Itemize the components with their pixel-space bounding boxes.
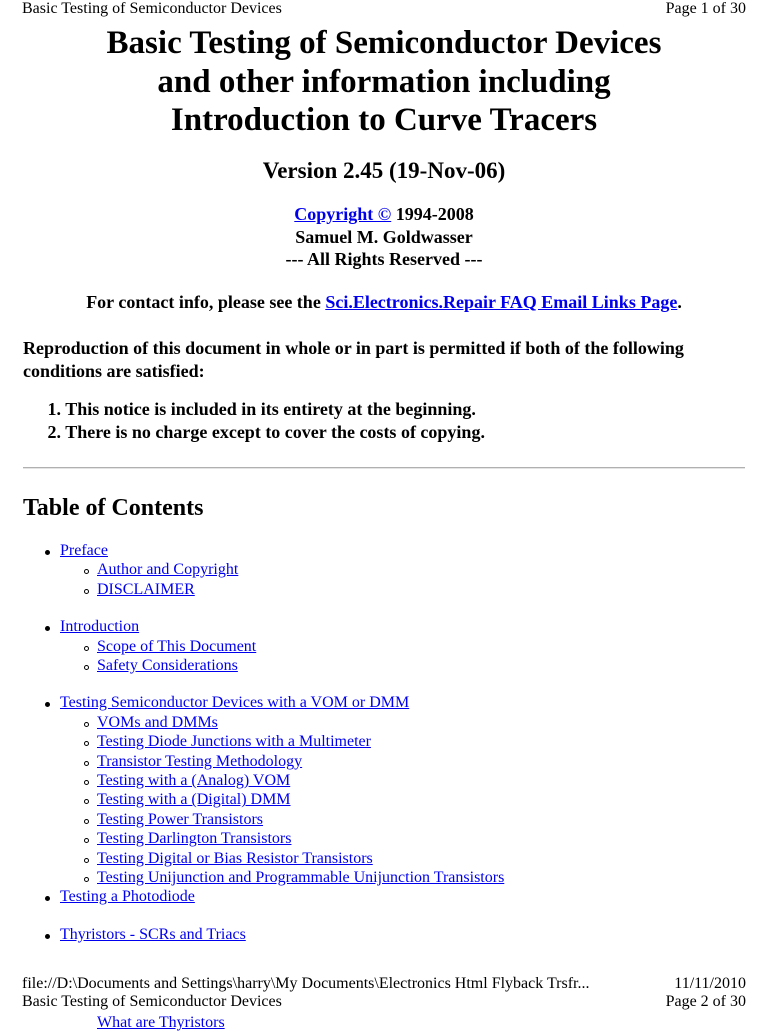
toc-sub-bullet bbox=[84, 569, 89, 574]
toc-subsection-link[interactable]: Scope of This Document bbox=[97, 637, 257, 655]
toc-subsection-link[interactable]: Testing Unijunction and Programmable Unijunction Transistors bbox=[97, 869, 505, 886]
toc-subsection-link[interactable]: DISCLAIMER bbox=[97, 580, 195, 598]
title-line: Introduction to Curve Tracers bbox=[170, 102, 598, 138]
footer-date: 11/11/2010 bbox=[674, 975, 746, 992]
toc-sub-bullet bbox=[84, 646, 89, 651]
toc-section-link[interactable]: Testing a Photodiode bbox=[60, 888, 195, 906]
toc-subsection-link[interactable]: Transistor Testing Methodology bbox=[97, 752, 303, 770]
toc-subsection-link[interactable]: VOMs and DMMs bbox=[97, 713, 218, 731]
condition-number: 2. bbox=[47, 422, 61, 442]
toc-sub-bullet bbox=[84, 838, 89, 843]
toc-bullet bbox=[45, 550, 50, 555]
toc-sub-bullet bbox=[84, 665, 89, 670]
toc-sub-bullet bbox=[84, 589, 89, 594]
toc-sub-bullet bbox=[84, 741, 89, 746]
condition-item bbox=[23, 398, 485, 421]
header-page-number: Page 1 of 30 bbox=[665, 0, 746, 17]
footer-file-path: file://D:\Documents and Settings\harry\My Documents\Electronics Html Flyback Trsfr... bbox=[22, 975, 590, 992]
next-header-page-number: Page 2 of 30 bbox=[665, 993, 746, 1010]
toc-bullet bbox=[45, 626, 50, 631]
condition-text: There is no charge except to cover the costs of copying. bbox=[65, 422, 485, 442]
title-line: and other information including bbox=[157, 63, 611, 100]
page-header bbox=[0, 0, 768, 22]
contact-line bbox=[0, 292, 768, 313]
email-links-page-link[interactable]: Sci.Electronics.Repair FAQ Email Links Page bbox=[325, 292, 678, 312]
toc-subsection-link[interactable]: Testing with a (Analog) VOM bbox=[97, 772, 291, 789]
next-header-title: Basic Testing of Semiconductor Devices bbox=[22, 993, 282, 1010]
toc-sub-bullet bbox=[84, 819, 89, 824]
copyright-years: 1994-2008 bbox=[391, 204, 474, 224]
copyright-block bbox=[0, 203, 768, 271]
toc-sub-bullet bbox=[84, 761, 89, 766]
toc-bullet bbox=[45, 702, 50, 707]
next-page-header bbox=[0, 993, 768, 1015]
conditions-list bbox=[23, 398, 485, 444]
toc-subsection-link[interactable]: Safety Considerations bbox=[97, 657, 238, 674]
toc-section-link[interactable]: Preface bbox=[60, 542, 108, 559]
toc-section-link[interactable]: Testing Semiconductor Devices with a VOM or DMM bbox=[60, 694, 410, 712]
copyright-link[interactable]: Copyright © bbox=[294, 204, 392, 224]
toc-bullet bbox=[45, 934, 50, 939]
header-title: Basic Testing of Semiconductor Devices bbox=[22, 0, 282, 17]
toc-heading: Table of Contents bbox=[23, 495, 204, 521]
reproduction-notice: Reproduction of this document in whole or in part is permitted if both of the following conditions are satisfied: bbox=[23, 338, 684, 381]
toc-sub-bullet bbox=[84, 780, 89, 785]
toc-sub-bullet bbox=[84, 799, 89, 804]
horizontal-rule bbox=[23, 467, 745, 469]
toc-subsection-link[interactable]: Testing Darlington Transistors bbox=[97, 830, 292, 848]
condition-text: This notice is included in its entirety at the beginning. bbox=[65, 399, 476, 419]
toc-bullet bbox=[45, 896, 50, 901]
contact-prefix: For contact info, please see the bbox=[86, 292, 326, 312]
toc-subsection-link[interactable]: Author and Copyright bbox=[97, 561, 239, 579]
version-line: Version 2.45 (19-Nov-06) bbox=[262, 158, 506, 183]
next-page-toc-link[interactable]: What are Thyristors bbox=[97, 1014, 225, 1031]
title-line: Basic Testing of Semiconductor Devices bbox=[106, 25, 662, 61]
toc-subsection-link[interactable]: Testing Diode Junctions with a Multimeter bbox=[97, 733, 371, 751]
rights-reserved: --- All Rights Reserved --- bbox=[285, 249, 483, 269]
condition-item bbox=[23, 421, 485, 444]
document-title bbox=[0, 24, 768, 140]
toc-sub-bullet bbox=[84, 858, 89, 863]
contact-suffix: . bbox=[677, 292, 682, 312]
toc-subsection-link[interactable]: Testing Power Transistors bbox=[97, 810, 264, 828]
toc-sub-bullet bbox=[84, 722, 89, 727]
toc-subsection-link[interactable]: Testing Digital or Bias Resistor Transistors bbox=[97, 849, 373, 867]
toc-sub-bullet bbox=[84, 877, 89, 882]
author-name: Samuel M. Goldwasser bbox=[295, 226, 473, 247]
toc-section-link[interactable]: Thyristors - SCRs and Triacs bbox=[60, 925, 246, 943]
toc-section-link[interactable]: Introduction bbox=[60, 618, 140, 636]
toc-subsection-link[interactable]: Testing with a (Digital) DMM bbox=[97, 791, 291, 809]
condition-number: 1. bbox=[47, 399, 61, 419]
